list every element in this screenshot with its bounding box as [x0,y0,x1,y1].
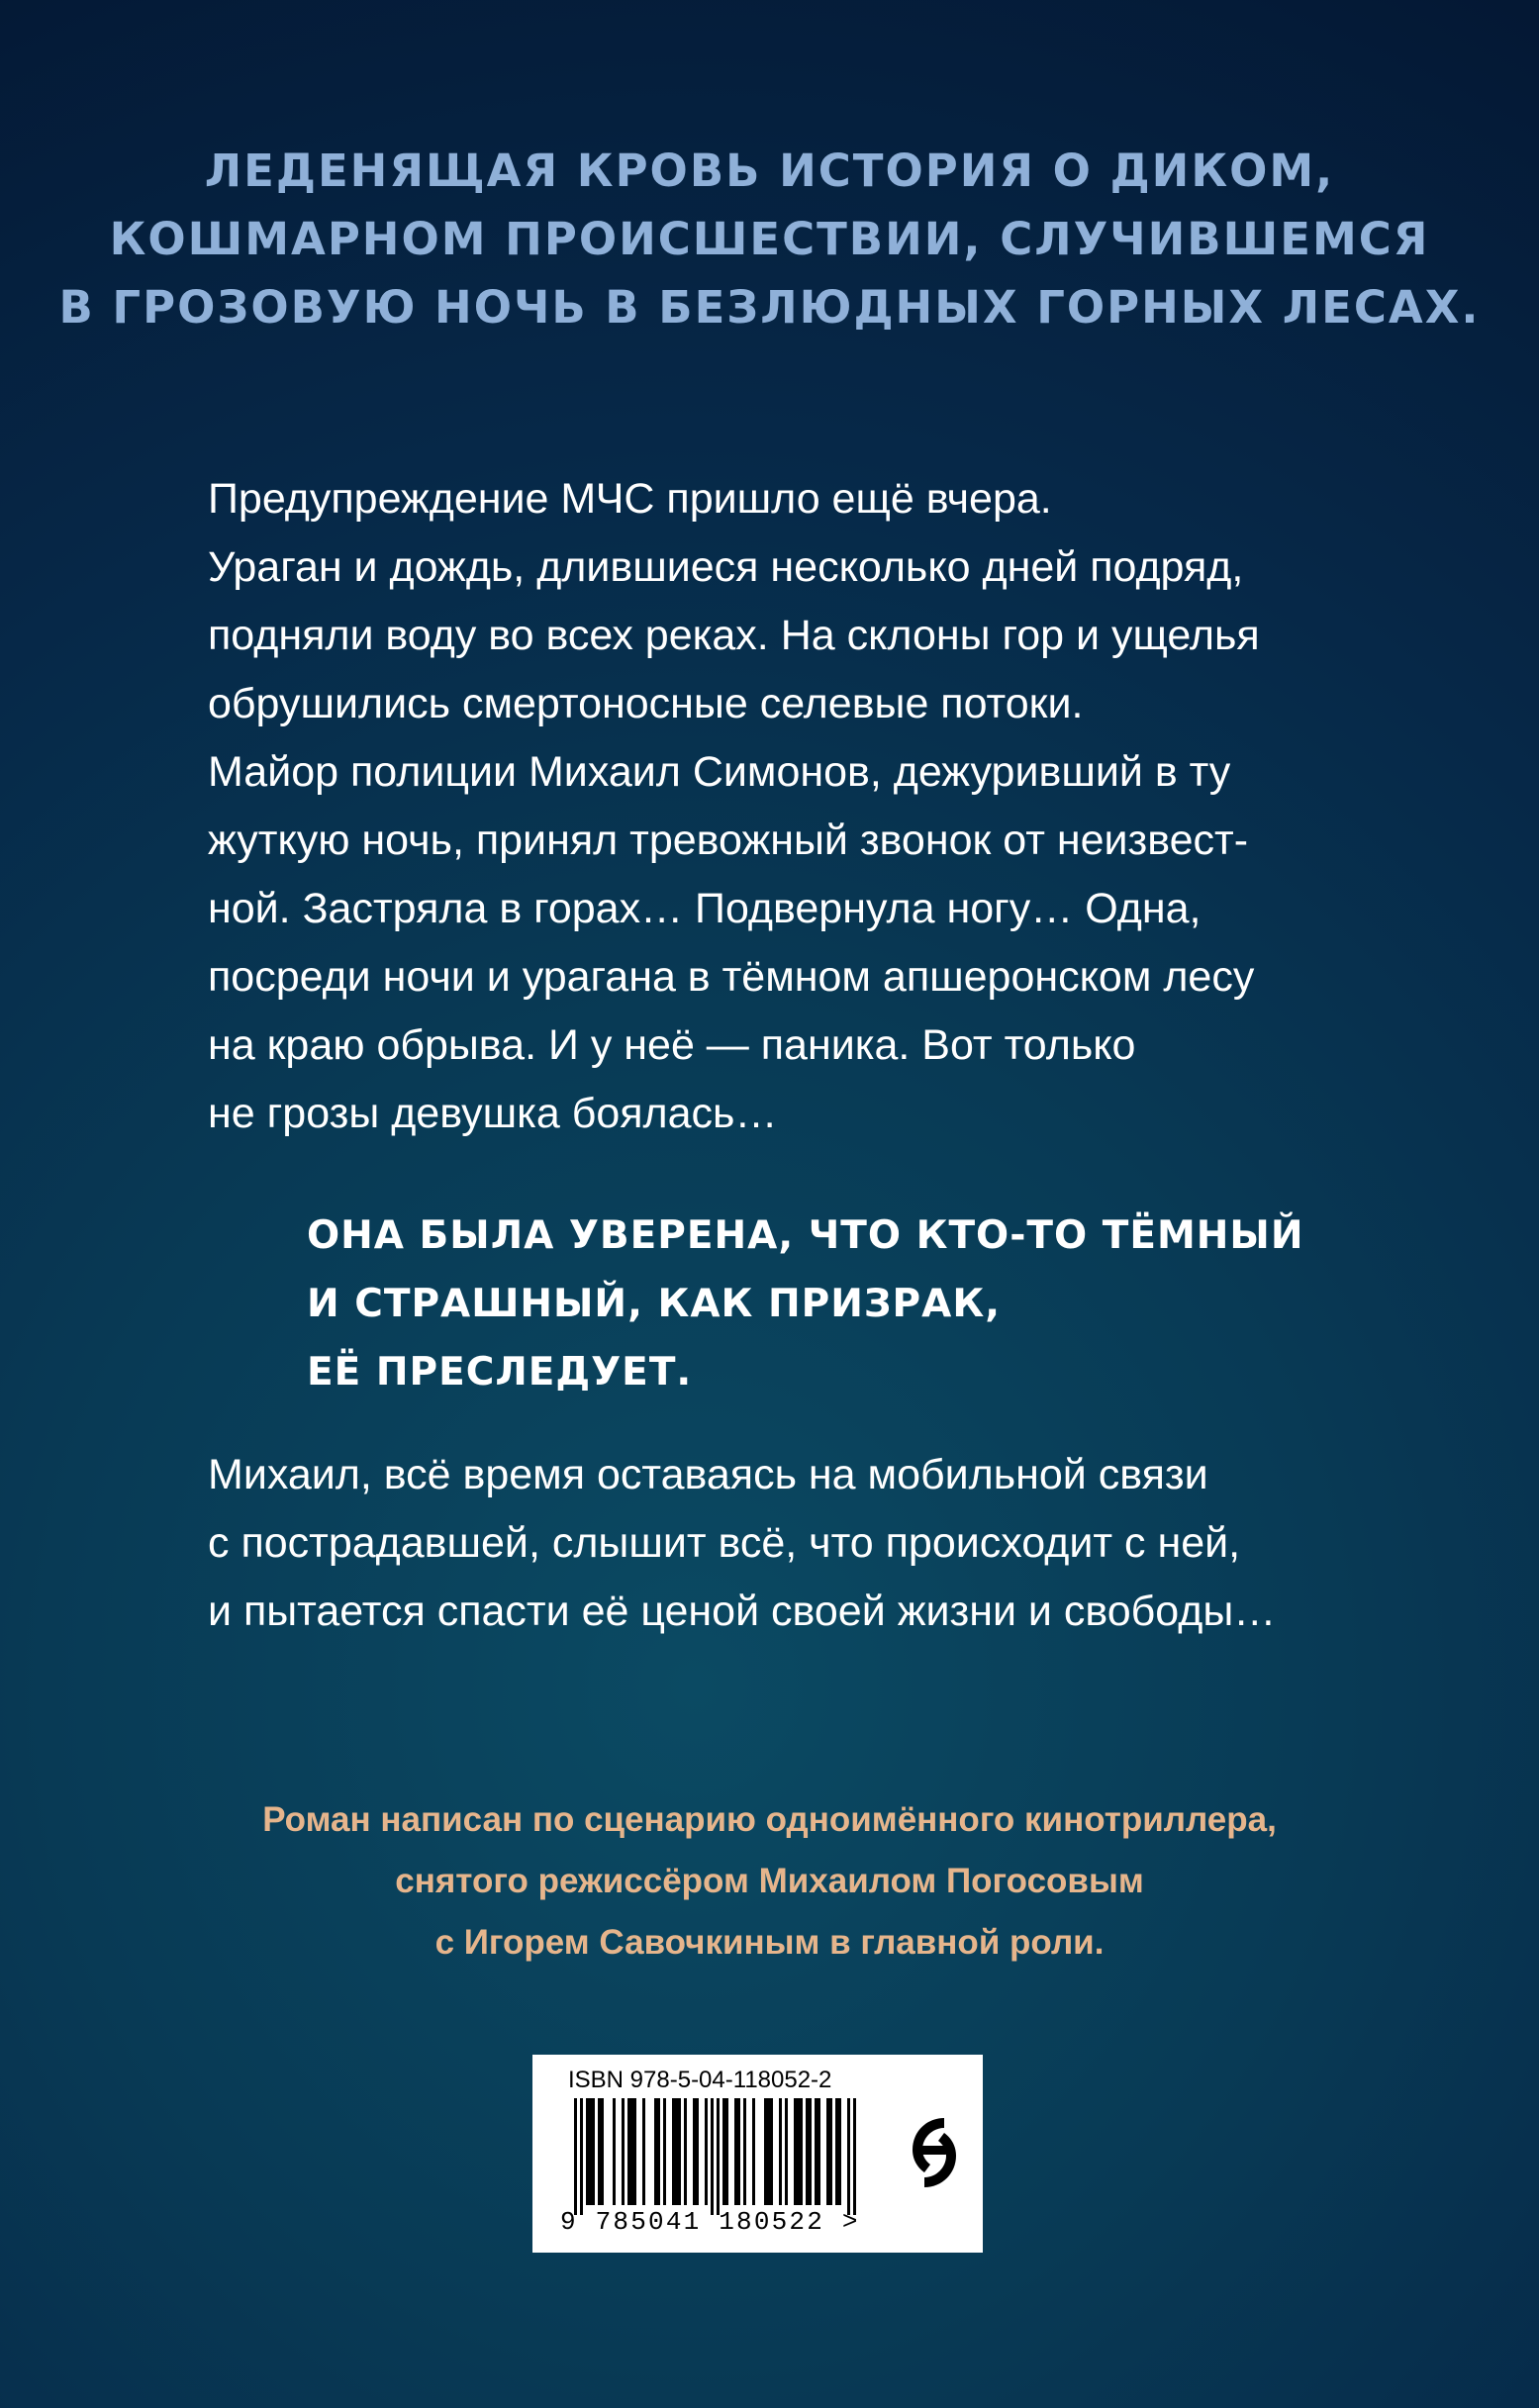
synopsis-line: на краю обрыва. И у неё — паника. Вот только [208,1021,1136,1069]
isbn-label: ISBN 978-5-04-118052-2 [568,2067,832,2093]
synopsis-line: Майор полиции Михаил Симонов, дежуривший в ту [208,748,1231,796]
barcode-bar [838,2098,841,2205]
barcode-bar [779,2098,782,2205]
barcode-bar [847,2098,850,2215]
barcode-bar [678,2098,681,2205]
note-line: с Игорем Савочкиным в главной роли. [434,1923,1105,1962]
synopsis-line: посреди ночи и урагана в тёмном апшеронском лесу [208,953,1255,1001]
synopsis-line: Ураган и дождь, длившиеся несколько дней подряд, [208,543,1244,591]
synopsis-line: не грозы девушка боялась… [208,1090,778,1137]
barcode-bar [589,2098,592,2205]
synopsis-line: и пытается спасти её ценой своей жизни и свободы… [208,1588,1277,1635]
barcode-bar [794,2098,797,2205]
barcode-bar [693,2098,696,2205]
barcode-bar [657,2098,660,2205]
barcode-bar [734,2098,737,2205]
barcode-bar [806,2098,809,2205]
barcode-bar [672,2098,675,2205]
barcode-bar [764,2098,767,2205]
barcode-bar [829,2098,832,2205]
synopsis-line: ной. Застряла в горах… Подвернула ногу… Одна, [208,885,1202,932]
synopsis-line: Михаил, всё время оставаясь на мобильной связи [208,1451,1208,1498]
barcode-bar [622,2098,625,2205]
synopsis-line: Предупреждение МЧС пришло ещё вчера. [208,475,1052,523]
barcode-bar [586,2098,589,2205]
barcode-bar [826,2098,829,2205]
barcode-bar [800,2098,803,2205]
barcode-digits: 9 785041 180522 > [560,2207,860,2237]
barcode-bar [743,2098,746,2205]
quote-line: ЕЁ ПРЕСЛЕДУЕТ. [307,1350,693,1395]
barcode-bar [684,2098,687,2205]
eksmo-logo-icon [905,2110,964,2195]
barcode-bar [737,2098,740,2205]
film-note [0,1789,1539,1974]
barcode-bar [717,2098,720,2215]
barcode-bar [752,2098,755,2205]
barcode-bar [580,2098,583,2215]
isbn-barcode-panel [532,2055,983,2253]
barcode-bar [835,2098,838,2205]
pull-quote [307,1202,1303,1406]
barcode-bar [601,2098,604,2205]
barcode-bar [630,2098,633,2205]
note-line: Роман написан по сценарию одноимённого кинотриллера, [262,1800,1277,1839]
barcode-bar [722,2098,725,2205]
synopsis-paragraph-2 [208,1441,1376,1646]
quote-line: И СТРАШНЫЙ, КАК ПРИЗРАК, [307,1282,1002,1326]
barcode-bar [574,2098,577,2215]
barcode-bar [809,2098,812,2205]
barcode-bar [598,2098,601,2205]
synopsis-line: подняли воду во всех реках. На склоны гор и ущелья [208,612,1260,659]
barcode-bar [705,2098,708,2205]
barcode-bar [627,2098,630,2205]
barcode-bar [696,2098,699,2205]
barcode-bar [815,2098,818,2205]
headline [0,137,1539,341]
barcode-bar [675,2098,678,2205]
headline-line: ЛЕДЕНЯЩАЯ КРОВЬ ИСТОРИЯ О ДИКОМ, [204,144,1335,197]
barcode-bar [725,2098,728,2205]
barcode-bar [818,2098,820,2205]
headline-line: КОШМАРНОМ ПРОИСШЕСТВИИ, СЛУЧИВШЕМСЯ [109,213,1430,265]
barcode-bar [663,2098,666,2205]
barcode-bar [633,2098,636,2205]
barcode-bar [767,2098,770,2205]
headline-line: В ГРОЗОВУЮ НОЧЬ В БЕЗЛЮДНЫХ ГОРНЫХ ЛЕСАХ. [58,281,1481,334]
quote-line: ОНА БЫЛА УВЕРЕНА, ЧТО КТО-ТО ТЁМНЫЙ [307,1213,1304,1258]
barcode-bar [770,2098,773,2205]
barcode-bar [613,2098,616,2205]
barcode-bar [654,2098,657,2205]
synopsis-line: с пострадавшей, слышит всё, что происходит с ней, [208,1519,1241,1567]
barcode-bar [711,2098,714,2215]
barcode-bar [785,2098,788,2205]
barcode-bar [592,2098,595,2205]
barcode-bar [642,2098,645,2205]
barcode-bar [853,2098,856,2215]
note-line: снятого режиссёром Михаилом Погосовым [395,1862,1144,1900]
synopsis-line: обрушились смертоносные селевые потоки. [208,680,1084,727]
synopsis-paragraph-1 [208,465,1376,1148]
barcode-bar [797,2098,800,2205]
synopsis-line: жуткую ночь, принял тревожный звонок от неизвест- [208,817,1249,864]
